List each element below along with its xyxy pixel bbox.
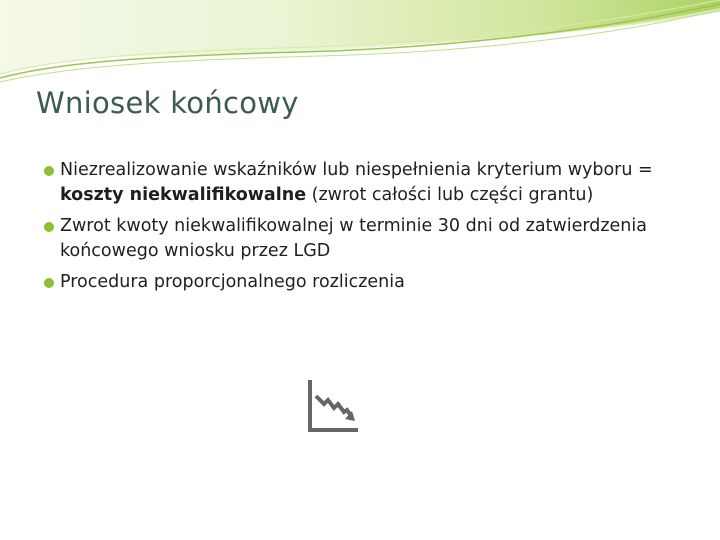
bullet-text-bold: koszty niekwalifikowalne: [60, 185, 307, 205]
bullet-item: [44, 270, 684, 295]
bullet-item: [44, 158, 684, 208]
bullet-dot-icon: [44, 222, 54, 232]
bullet-dot-icon: [44, 278, 54, 288]
slide-title: Wniosek końcowy: [36, 86, 299, 120]
bullet-list: [44, 158, 684, 301]
header-swoosh-decoration: [0, 0, 720, 90]
trend-down-chart-icon: [306, 380, 358, 434]
bullet-text: Procedura proporcjonalnego rozliczenia: [60, 272, 405, 292]
bullet-text: Zwrot kwoty niekwalifikowalnej w terminie 30 dni od zatwierdzenia końcowego wniosku przez LGD: [60, 216, 647, 261]
bullet-item: [44, 214, 684, 264]
bullet-text-part: (zwrot całości lub części grantu): [306, 185, 594, 205]
bullet-dot-icon: [44, 166, 54, 176]
bullet-text-part: Niezrealizowanie wskaźników lub niespełnienia kryterium wyboru =: [60, 160, 653, 180]
